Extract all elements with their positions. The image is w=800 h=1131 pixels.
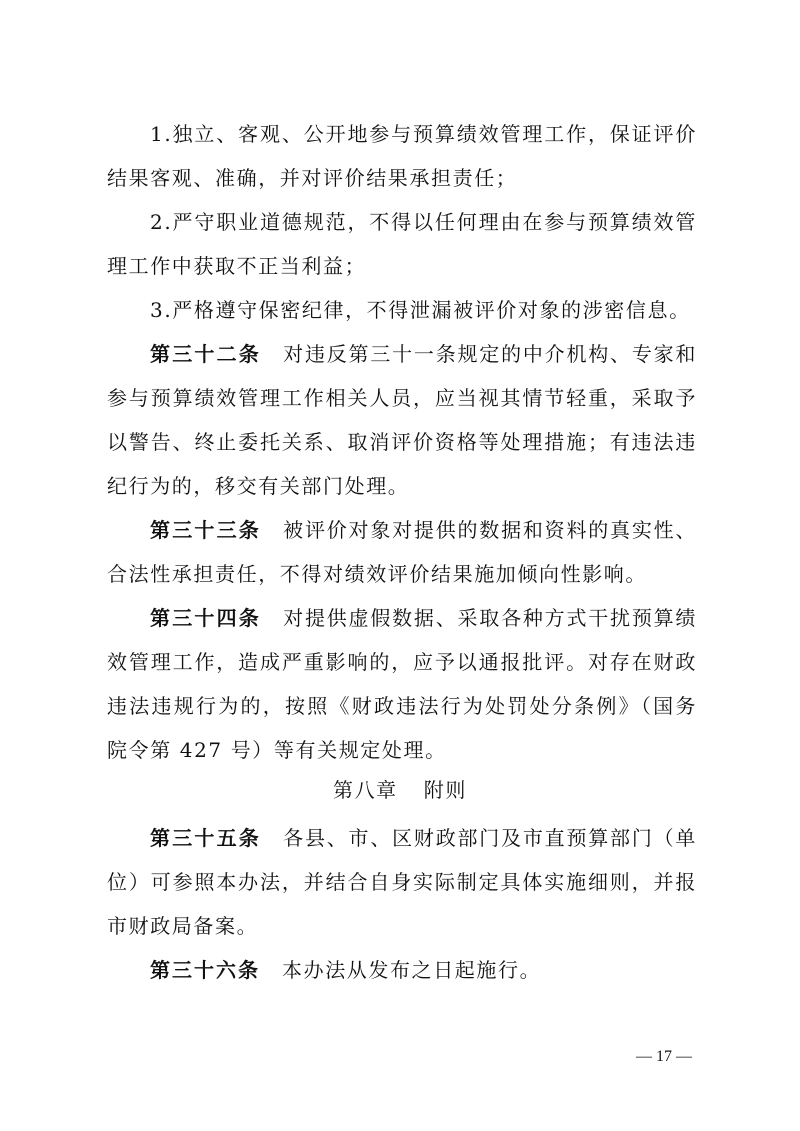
article-32 <box>107 332 697 508</box>
chapter-title: 附则 <box>423 778 467 802</box>
article-text: 各县、市、区财政部门及市直预算部门（单位）可参照本办法，并结合自身实际制定具体实施细则，并报市财政局备案。 <box>107 826 698 938</box>
clause-1 <box>107 112 697 200</box>
chapter-heading <box>0 770 800 810</box>
clause-2 <box>107 200 697 288</box>
article-text: 对违反第三十一条规定的中介机构、专家和参与预算绩效管理工作相关人员，应当视其情节轻重，采取予以警告、终止委托关系、取消评价资格等处理措施；有违法违纪行为的，移交有关部门处理。 <box>107 342 698 498</box>
article-text: 本办法从发布之日起施行。 <box>282 958 542 982</box>
article-35 <box>107 816 697 948</box>
article-text: 被评价对象对提供的数据和资料的真实性、合法性承担责任，不得对绩效评价结果施加倾向性影响。 <box>107 518 698 586</box>
clause-text: 1.独立、客观、公开地参与预算绩效管理工作，保证评价结果客观、准确，并对评价结果承担责任； <box>107 122 697 190</box>
article-34 <box>107 596 697 772</box>
chapter-number: 第八章 <box>332 778 398 802</box>
clause-text: 3.严格遵守保密纪律，不得泄漏被评价对象的涉密信息。 <box>150 298 691 322</box>
article-number: 第三十二条 <box>150 342 261 366</box>
article-number: 第三十四条 <box>150 606 261 630</box>
article-36 <box>107 948 697 992</box>
article-number: 第三十六条 <box>150 958 260 982</box>
article-33 <box>107 508 697 596</box>
clause-3 <box>107 288 697 332</box>
article-text: 对提供虚假数据、采取各种方式干扰预算绩效管理工作，造成严重影响的，应予以通报批评。对存在财政违法违规行为的，按照《财政违法行为处罚处分条例》（国务院令第 427 号）等有关规定处理。 <box>107 606 698 762</box>
clause-text: 2.严守职业道德规范，不得以任何理由在参与预算绩效管理工作中获取不正当利益； <box>107 210 697 278</box>
page-number: — 17 — <box>636 1048 692 1065</box>
article-number: 第三十三条 <box>150 518 261 542</box>
article-number: 第三十五条 <box>150 826 261 850</box>
